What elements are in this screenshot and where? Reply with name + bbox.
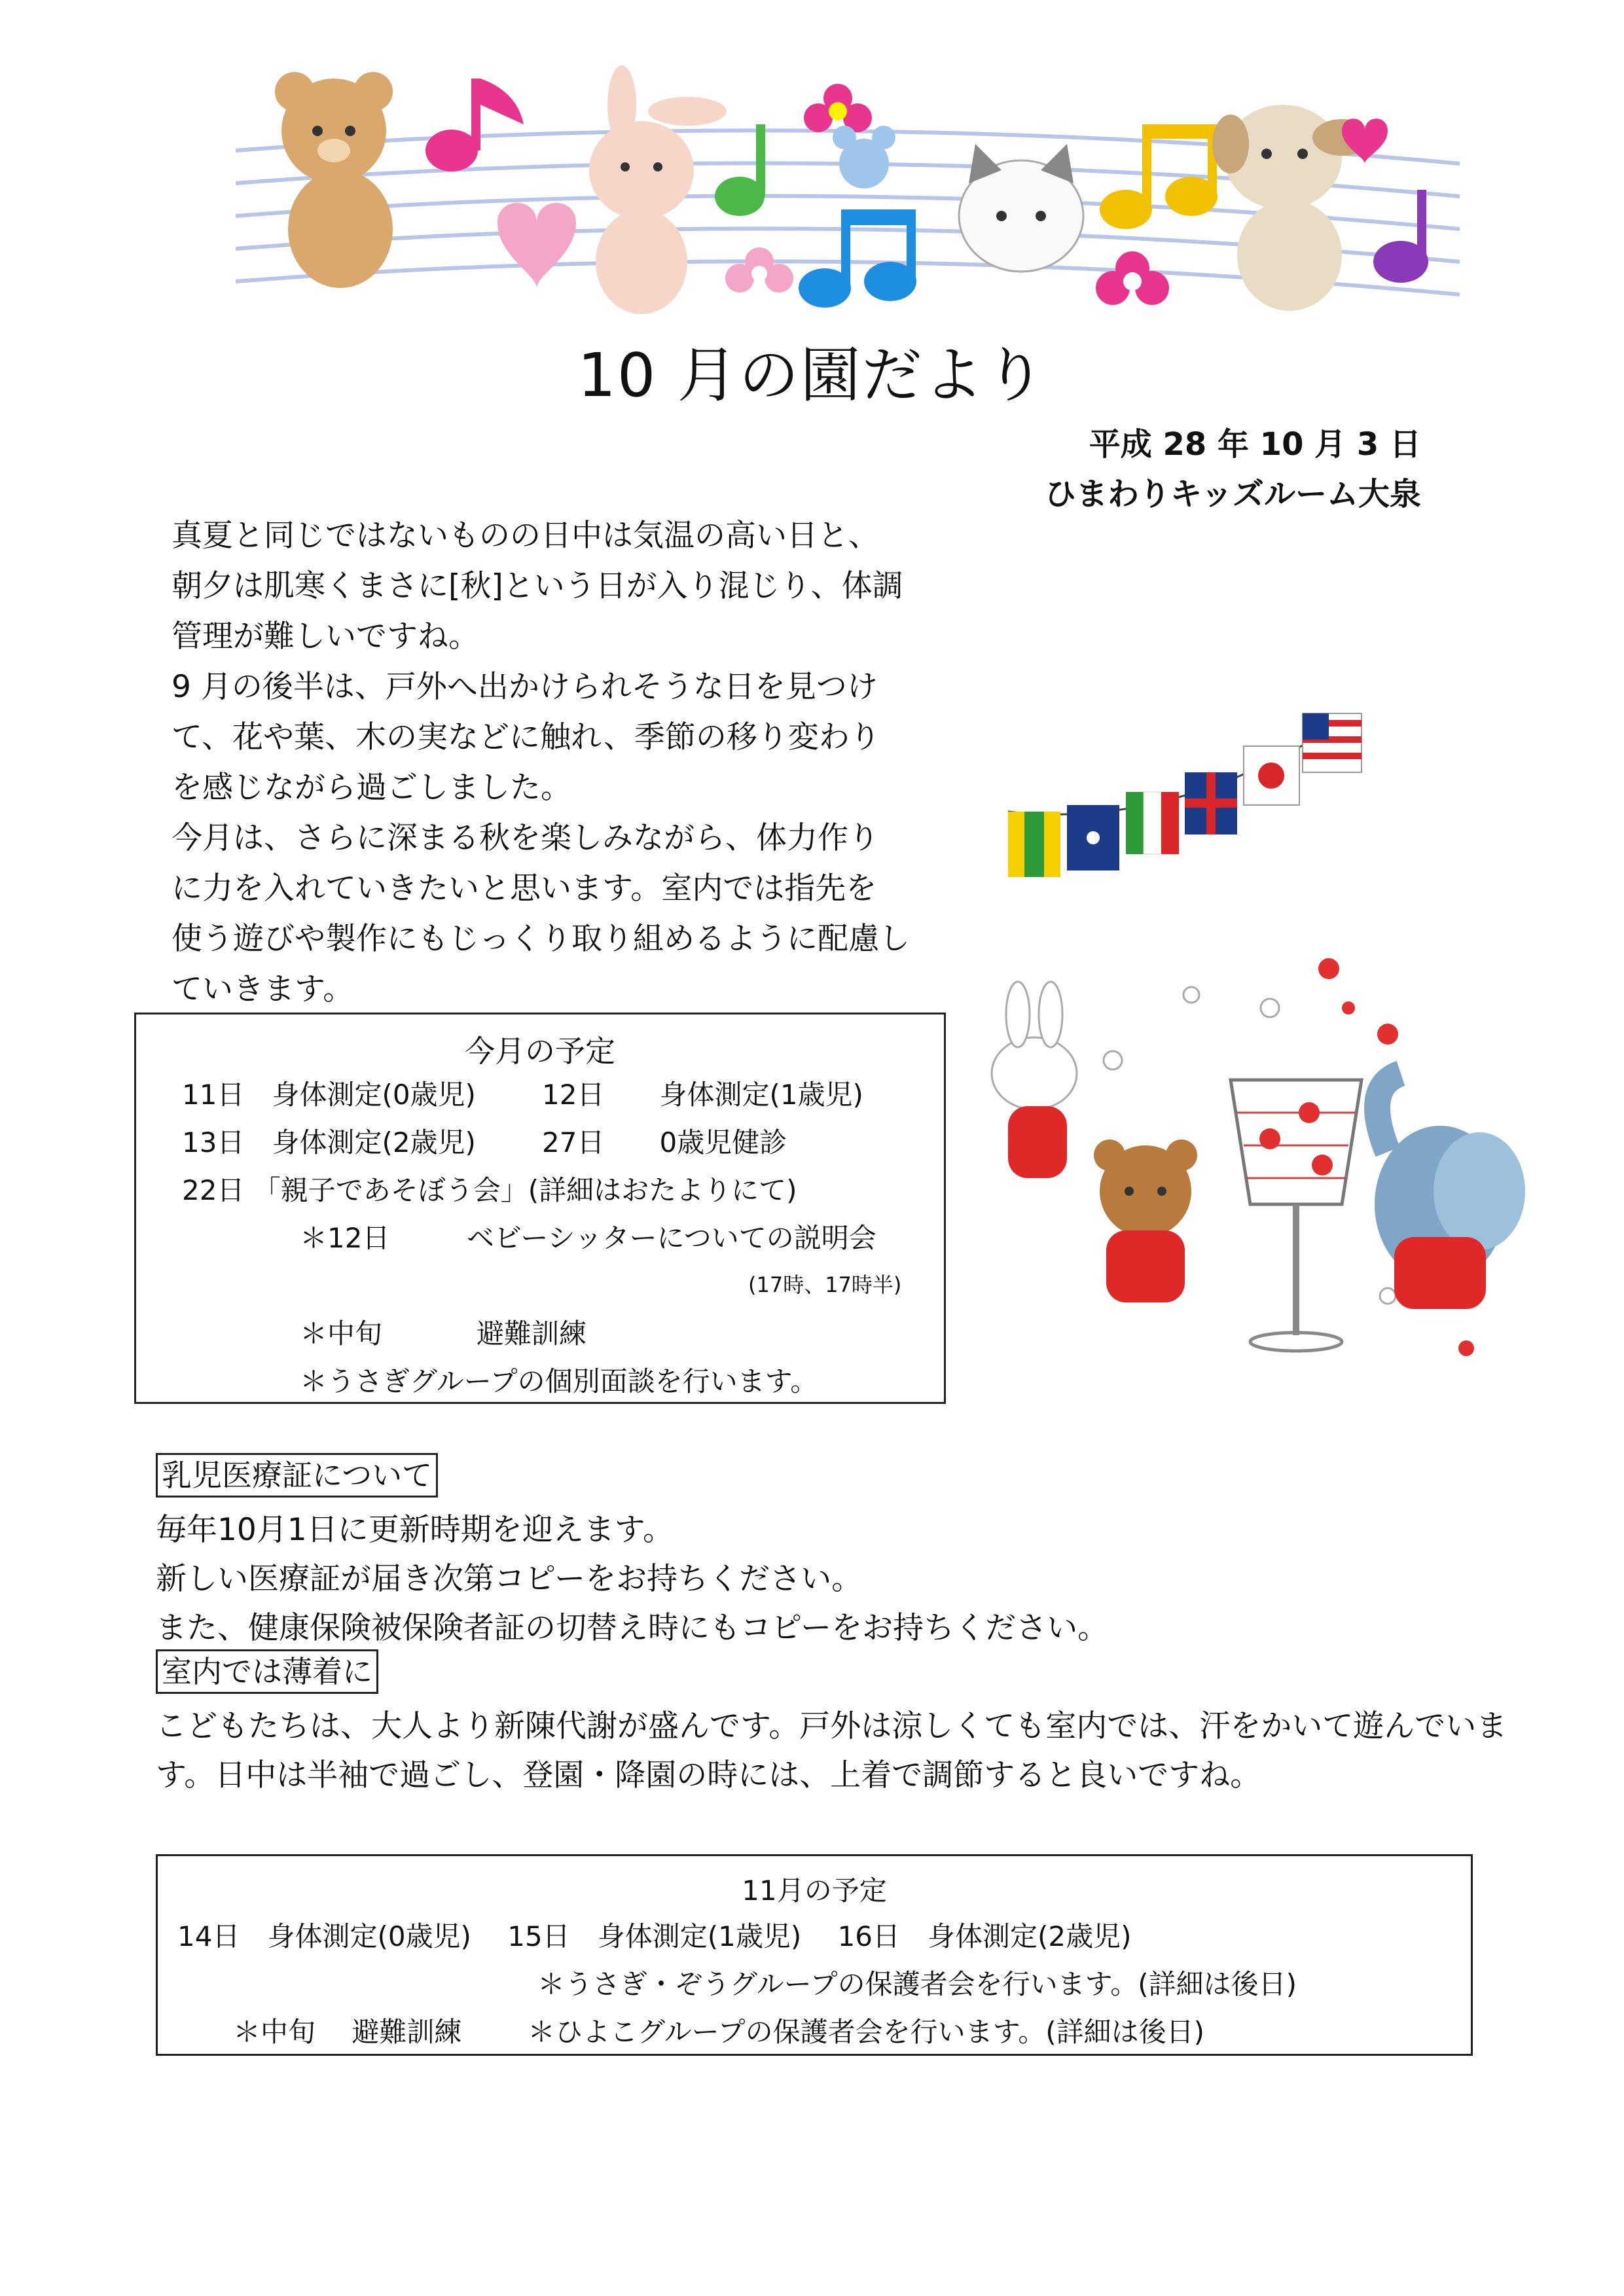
intro-line: 管理が難しいですね。	[171, 619, 479, 655]
schedule-item: 12日 身体測定(1歳児)	[542, 1079, 863, 1111]
animals-ball-toss-illustration	[982, 942, 1545, 1374]
schedule-item: 27日 0歳児健診	[542, 1126, 787, 1158]
schedule-note-date: ＊中旬	[300, 1318, 383, 1350]
flag-icon	[1185, 772, 1237, 834]
indoor-line: す。日中は半袖で過ごし、登園・降園の時には、上着で調節すると良いですね。	[156, 1757, 1261, 1793]
schedule-note: ＊うさぎグループの個別面談を行います。	[300, 1365, 818, 1397]
issue-date: 平成 28 年 10 月 3 日	[1089, 426, 1421, 463]
heart-icon	[497, 203, 576, 288]
schedule-item: 13日 身体測定(2歳児)	[182, 1126, 476, 1158]
schedule-note: ＊中旬 避難訓練	[233, 2016, 462, 2048]
next-month-schedule	[156, 1854, 1473, 2056]
schedule-note: 避難訓練	[477, 1318, 587, 1350]
header-illustration	[236, 65, 1460, 340]
medical-line: また、健康保険被保険者証の切替え時にもコピーをお持ちください。	[156, 1610, 1109, 1646]
rabbit-icon	[589, 65, 727, 314]
intro-line: を感じながら過ごしました。	[171, 770, 571, 806]
intro-line: 9 月の後半は、戸外へ出かけられそうな日を見つけ	[171, 669, 878, 705]
schedule-item: 14日 身体測定(0歳児) 15日 身体測定(1歳児) 16日 身体測定(2歳児)	[177, 1920, 1132, 1952]
schedule-item: 11日 身体測定(0歳児)	[182, 1079, 476, 1111]
flag-bunting-illustration	[982, 674, 1375, 897]
flag-icon	[1244, 746, 1299, 805]
schedule-item: 22日 「親子であそぼう会」(詳細はおたよりにて)	[182, 1174, 797, 1206]
schedule-note-date: ＊12日	[300, 1222, 390, 1254]
music-note-icon	[799, 209, 916, 308]
flower-icon	[804, 84, 872, 132]
medical-card-heading: 乳児医療証について	[156, 1453, 438, 1498]
intro-line: 使う遊びや製作にもじっくり取り組めるように配慮し	[171, 921, 910, 957]
intro-line: 今月は、さらに深まる秋を楽しみながら、体力作り	[171, 820, 879, 856]
schedule-title: 今月の予定	[465, 1033, 615, 1069]
bear-icon	[1094, 1139, 1197, 1302]
flower-icon	[1096, 251, 1169, 305]
flag-icon	[1126, 792, 1179, 854]
indoor-line: こどもたちは、大人より新陳代謝が盛んです。戸外は涼しくても室内では、汗をかいて遊んでいま	[156, 1708, 1507, 1744]
music-note-icon	[425, 79, 524, 171]
medical-line: 新しい医療証が届き次第コピーをお持ちください。	[156, 1561, 863, 1597]
schedule-note: ベビーシッターについての説明会	[467, 1222, 876, 1254]
intro-line: ていきます。	[171, 971, 354, 1007]
intro-paragraph	[171, 511, 924, 1014]
mouse-icon	[833, 126, 895, 188]
page-title: 10 月の園だより	[577, 340, 1047, 410]
intro-line: に力を入れていきたいと思います。室内では指先を	[171, 870, 877, 906]
elephant-icon	[1375, 1073, 1525, 1309]
flag-icon	[1303, 713, 1362, 772]
intro-line: 真夏と同じではないものの日中は気温の高い日と、	[171, 518, 879, 554]
basket-icon	[1231, 1080, 1362, 1351]
indoor-heading: 室内では薄着に	[156, 1649, 378, 1694]
rabbit-icon	[992, 982, 1077, 1178]
organization-name: ひまわりキッズルーム大泉	[1044, 476, 1421, 512]
medical-line: 毎年10月1日に更新時期を迎えます。	[156, 1512, 674, 1548]
music-note-icon	[715, 124, 765, 216]
intro-line: 朝夕は肌寒くまさに[秋]という日が入り混じり、体調	[171, 568, 903, 604]
schedule-note-time: (17時、17時半)	[748, 1272, 902, 1297]
cat-icon	[959, 144, 1083, 272]
flower-icon	[725, 247, 793, 293]
intro-line: て、花や葉、木の実などに触れ、季節の移り変わり	[171, 719, 880, 755]
flag-icon	[1008, 812, 1060, 877]
this-month-schedule	[134, 1013, 946, 1404]
schedule-title: 11月の予定	[742, 1874, 887, 1907]
schedule-note: ＊うさぎ・ぞうグループの保護者会を行います。(詳細は後日)	[537, 1968, 1297, 2000]
flag-icon	[1067, 805, 1119, 870]
schedule-note: ＊ひよこグループの保護者会を行います。(詳細は後日)	[528, 2016, 1205, 2048]
music-note-icon	[1373, 190, 1428, 283]
